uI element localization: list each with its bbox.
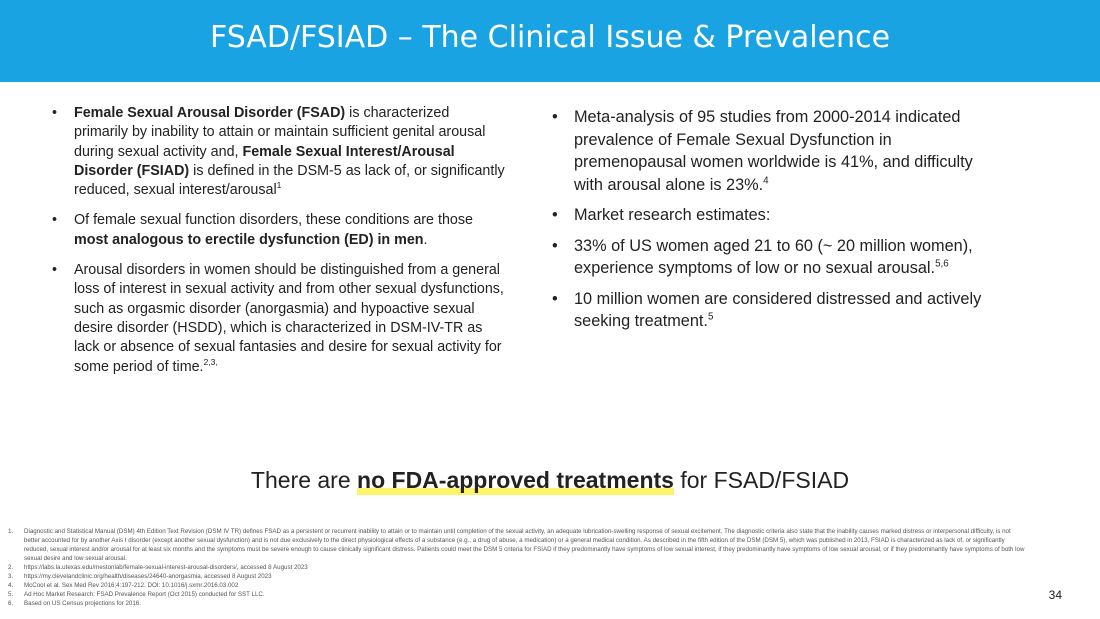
key-message (0, 467, 1100, 494)
emphasis-text: most analogous to erectile dysfunction (ED) in men (74, 231, 424, 248)
body-text: Meta-analysis of 95 studies from 2000-2014 indicated prevalence of Female Sexual Dysfunction in premenopausal women worldwide is 41%, and difficulty with arousal alone is 23%. (574, 108, 973, 194)
reference-number: 6. (8, 600, 14, 607)
list-item (552, 235, 1002, 280)
footnote-marker: 5 (707, 311, 714, 323)
body-text: 33% of US women aged 21 to 60 (~ 20 million women), experience symptoms of low or no sexual arousal. (574, 236, 973, 277)
key-message-text: for FSAD/FSIAD (673, 467, 850, 493)
footnote-marker: 5,6 (935, 258, 949, 270)
references (8, 527, 1028, 608)
reference-number: 2. (8, 564, 14, 571)
reference-text[interactable]: https://labs.la.utexas.edu/mestonlab/female-sexual-interest-arousal-disorders/, accessed 8 August 2023 (24, 564, 308, 571)
list-item (52, 104, 507, 200)
reference-text[interactable]: https://my.clevelandclinic.org/health/diseases/24640-anorgasmia, accessed 8 August 2023 (24, 573, 272, 580)
reference-number: 1. (8, 528, 14, 535)
body-text: Of female sexual function disorders, these conditions are those (74, 212, 473, 229)
bullet-icon: • (552, 236, 558, 255)
list-item (552, 106, 1002, 196)
footnote-marker: 1 (276, 180, 282, 191)
highlighted-text: no FDA-approved treatments (357, 467, 674, 493)
right-bullet-list (552, 106, 1002, 341)
bullet-icon: • (52, 262, 58, 279)
body-text: 10 million women are considered distressed and actively seeking treatment. (574, 289, 982, 330)
bullet-icon: • (52, 105, 58, 121)
body-text: . (423, 231, 428, 248)
reference-text: Diagnostic and Statistical Manual (DSM) 4th Edition Text Revision (DSM IV TR) defines FSAD as a persistent or recurrent inability to attain or to maintain until completion of the sexual activity, an adequate lubrication-swelling response of sexual excitement. The diagnostic criteria also state that the inability causes marked distress or interpersonal difficulty, is not better accounted for by another Axis I disorder (except another sexual dysfunction) and is not due exclusively to the direct physiological effects of a substance (e.g., a drug of abuse, a medication) or a general medical condition. As described in the fifth edition of the DSM (DSM 5), which was published in 2013, FSIAD is characterized as lack of, or significantly reduced, sexual interest and/or arousal for at least six months and the symptoms must be severe enough to cause clinically significant distress. Patients could meet the DSM 5 criteria for FSIAD if they predominantly have symptoms of low sexual interest, if they predominantly have symptoms of low sexual arousal, or if they predominantly have symptoms of both low sexual desire and low sexual arousal. (24, 528, 1025, 562)
reference-item (8, 590, 1028, 599)
page-number: 34 (1048, 588, 1062, 602)
reference-number: 3. (8, 573, 14, 580)
reference-item (8, 572, 1028, 581)
footnote-marker: 2,3, (203, 356, 218, 367)
reference-number: 5. (8, 591, 14, 598)
list-item (52, 211, 507, 250)
reference-text: McCool et al. Sex Med Rev 2016;4:197-212. DOI: 10.1016/j.sxmr.2016.03.002 (24, 582, 239, 589)
reference-item (8, 527, 1028, 563)
title-banner (0, 0, 1100, 82)
list-item (52, 261, 507, 377)
body-text: is characterized primarily by inability to attain or maintain sufficient genital arousal during sexual activity and, (74, 105, 486, 160)
reference-item (8, 581, 1028, 590)
bullet-icon: • (552, 108, 558, 126)
bullet-icon: • (552, 289, 558, 308)
reference-item (8, 563, 1028, 572)
bullet-icon: • (52, 212, 58, 229)
reference-text: Ad Hoc Market Research: FSAD Prevalence Report (Oct 2015) conducted for SST LLC. (24, 591, 265, 598)
body-text: Market research estimates: (574, 206, 771, 224)
term-fsad: Female Sexual Arousal Disorder (FSAD) (74, 105, 346, 121)
reference-number: 4. (8, 582, 14, 589)
bullet-icon: • (552, 206, 558, 224)
key-message-text: There are (250, 467, 358, 493)
page-title: FSAD/FSIAD – The Clinical Issue & Prevalence (209, 20, 891, 55)
term-fsiad: Female Sexual Interest/Arousal Disorder (FSIAD) (74, 143, 455, 179)
left-bullet-list (52, 104, 507, 388)
reference-item (8, 599, 1028, 608)
reference-text: Based on US Census projections for 2016. (24, 600, 141, 607)
list-item (552, 204, 1002, 227)
body-text: is defined in the DSM-5 as lack of, or significantly reduced, sexual interest/arousal (74, 162, 505, 199)
footnote-marker: 4 (763, 175, 769, 187)
body-text: Arousal disorders in women should be distinguished from a general loss of interest in sexual activity and from other sexual dysfunctions, such as orgasmic disorder (anorgasmia) and hypoactive sexual desire disorder (HSDD), which is characterized in DSM-IV-TR as lack or absence of sexual fantasies and desire for sexual activity for some period of time. (74, 262, 504, 375)
list-item (552, 288, 1002, 333)
